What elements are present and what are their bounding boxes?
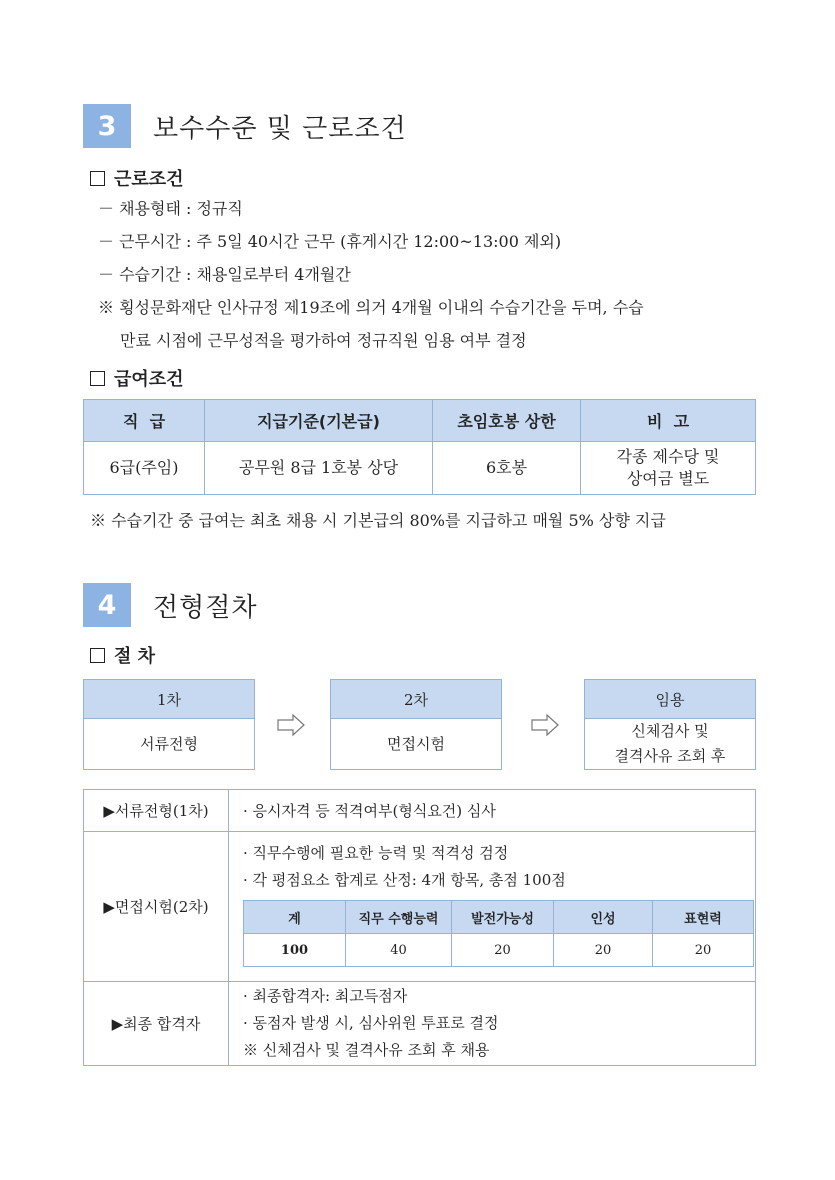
section-4-header — [83, 583, 257, 627]
pay-table — [83, 399, 756, 495]
process-label: ▶최종 합격자 — [84, 982, 229, 1066]
pay-cell-basis: 공무원 8급 1호봉 상당 — [205, 442, 433, 495]
work-item: － 근무시간 : 주 5일 40시간 근무 (휴게시간 12:00~13:00 제외) — [98, 232, 562, 251]
pay-note: ※ 수습기간 중 급여는 최초 채용 시 기본급의 80%를 지급하고 매월 5% 상향 지급 — [90, 511, 666, 530]
score-value-row — [244, 934, 754, 967]
remark-line: 상여금 별도 — [626, 469, 710, 488]
section-title: 전형절차 — [153, 592, 258, 623]
step-2 — [330, 679, 502, 770]
step-body-line: 결격사유 조회 후 — [614, 747, 726, 765]
process-label: ▶면접시험(2차) — [84, 832, 229, 982]
pay-cell-step: 6호봉 — [433, 442, 581, 495]
process-line: · 동점자 발생 시, 심사위원 투표로 결정 — [243, 1014, 499, 1032]
process-row-final — [84, 982, 756, 1066]
pay-header-cell: 비 고 — [581, 400, 756, 442]
process-table — [83, 789, 756, 1066]
process-content — [229, 982, 756, 1066]
score-table — [243, 900, 754, 967]
score-value-cell: 20 — [653, 934, 754, 967]
pay-table-row — [84, 442, 756, 495]
step-body-line: 신체검사 및 — [631, 722, 709, 740]
process-content: · 응시자격 등 적격여부(형식요건) 심사 — [229, 790, 756, 832]
step-head: 2차 — [330, 679, 502, 719]
process-content — [229, 832, 756, 982]
process-line: · 직무수행에 필요한 능력 및 적격성 검정 — [243, 844, 509, 862]
score-header-cell: 직무 수행능력 — [346, 901, 452, 934]
step-head: 임용 — [584, 679, 756, 719]
arrow-right-icon — [276, 713, 306, 737]
score-header-cell: 표현력 — [653, 901, 754, 934]
process-row-document — [84, 790, 756, 832]
process-label: ▶서류전형(1차) — [84, 790, 229, 832]
work-item: － 수습기간 : 채용일로부터 4개월간 — [98, 265, 351, 284]
checkbox-icon — [90, 648, 105, 663]
section-3-header — [83, 104, 407, 148]
score-header-cell: 계 — [244, 901, 346, 934]
remark-line: 각종 제수당 및 — [616, 447, 720, 466]
heading-label: 절 차 — [114, 646, 156, 667]
checkbox-icon — [90, 371, 105, 386]
heading-label: 근로조건 — [114, 169, 184, 190]
procedure-heading — [90, 642, 155, 668]
score-header-cell: 발전가능성 — [452, 901, 554, 934]
pay-conditions-heading — [90, 365, 184, 391]
score-value-cell: 20 — [452, 934, 554, 967]
process-line: · 최종합격자: 최고득점자 — [243, 987, 408, 1005]
heading-label: 급여조건 — [114, 369, 184, 390]
checkbox-icon — [90, 171, 105, 186]
score-value-cell: 40 — [346, 934, 452, 967]
pay-cell-grade: 6급(주임) — [84, 442, 205, 495]
pay-header-cell: 지급기준(기본급) — [205, 400, 433, 442]
probation-note-cont: 만료 시점에 근무성적을 평가하여 정규직원 임용 여부 결정 — [120, 331, 527, 350]
section-title: 보수수준 및 근로조건 — [153, 113, 407, 144]
probation-note: ※ 횡성문화재단 인사규정 제19조에 의거 4개월 이내의 수습기간을 두며, 수습 — [98, 298, 644, 317]
score-value-cell: 100 — [244, 934, 346, 967]
step-body: 면접시험 — [330, 719, 502, 770]
step-body — [584, 719, 756, 770]
process-line: ※ 신체검사 및 결격사유 조회 후 채용 — [243, 1041, 490, 1059]
work-item: － 채용형태 : 정규직 — [98, 199, 243, 218]
step-1 — [83, 679, 255, 770]
score-header-cell: 인성 — [554, 901, 653, 934]
step-head: 1차 — [83, 679, 255, 719]
work-conditions-heading — [90, 165, 184, 191]
score-header-row — [244, 901, 754, 934]
section-number: 4 — [83, 583, 131, 627]
pay-table-header — [84, 400, 756, 442]
pay-header-cell: 직 급 — [84, 400, 205, 442]
arrow-right-icon — [530, 713, 560, 737]
step-body: 서류전형 — [83, 719, 255, 770]
pay-header-cell: 초임호봉 상한 — [433, 400, 581, 442]
pay-cell-remark — [581, 442, 756, 495]
process-row-interview — [84, 832, 756, 982]
score-value-cell: 20 — [554, 934, 653, 967]
step-3 — [584, 679, 756, 770]
section-number: 3 — [83, 104, 131, 148]
process-line: · 각 평점요소 합계로 산정: 4개 항목, 총점 100점 — [243, 871, 566, 889]
